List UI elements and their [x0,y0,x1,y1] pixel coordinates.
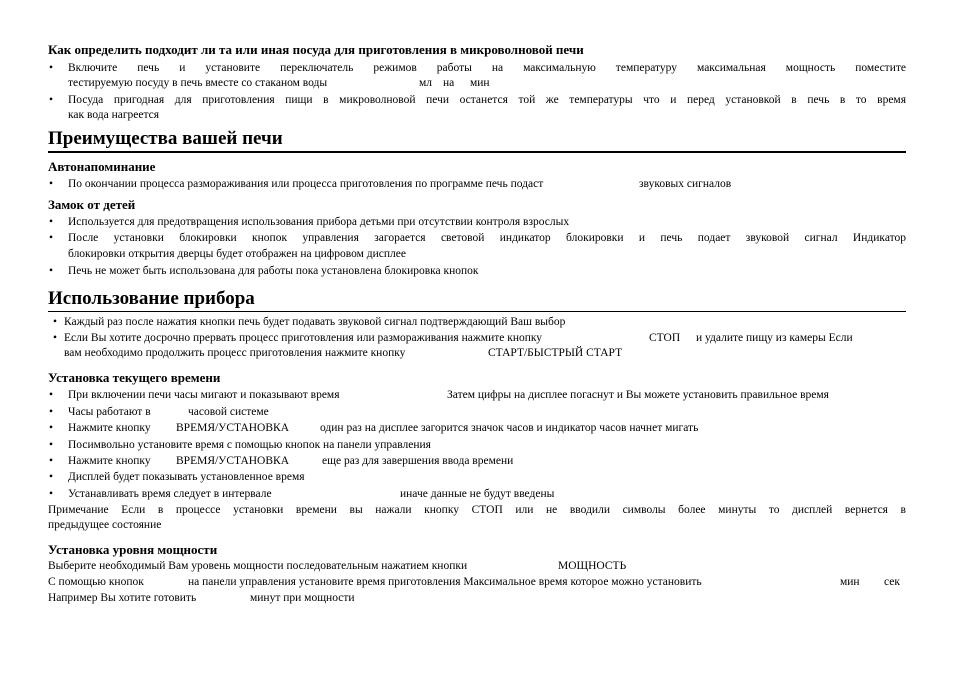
paragraph-line: блокировки открытия дверцы будет отображен на цифровом дисплее [68,248,406,260]
paragraph-line: Печь не может быть использована для работы пока установлена блокировка кнопок [68,265,479,277]
paragraph-fragment: часовой системе [188,406,269,418]
paragraph-line: При включении печи часы мигают и показывают время [68,389,340,401]
paragraph-line: Посуда пригодная для приготовления пищи в микроволновой печи останется той же температуры что и перед установкой в печь в то время [68,94,906,106]
bullet-icon: • [53,316,58,328]
paragraph-fragment: и удалите пищу из камеры Если [696,332,853,344]
paragraph-fragment: еще раз для завершения ввода времени [322,455,514,467]
bullet-icon: • [53,332,58,344]
bullet-icon: • [49,178,54,190]
paragraph-line: как вода нагреется [68,109,160,121]
bullet-icon: • [49,389,54,401]
section-title-usage: Использование прибора [48,288,255,309]
subheading-auto-reminder: Автонапоминание [48,159,156,174]
paragraph-text: С помощью кнопок [48,576,144,588]
paragraph-fragment: мин [840,576,860,588]
bullet-icon: • [49,232,54,244]
paragraph-line: Каждый раз после нажатия кнопки печь будет подавать звуковой сигнал подтверждающий Ваш выбор [64,316,566,328]
bullet-icon: • [49,471,54,483]
paragraph-text: Например Вы хотите готовить [48,592,197,604]
bullet-icon: • [49,406,54,418]
bullet-icon: • [49,216,54,228]
paragraph-line: Часы работают в [68,406,151,418]
paragraph-fragment: СТОП [649,332,681,344]
paragraph-fragment: звуковых сигналов [639,178,732,190]
subheading-power-level: Установка уровня мощности [48,542,218,557]
paragraph-line: Нажмите кнопку [68,422,151,434]
bullet-icon: • [49,422,54,434]
note-text: Примечание Если в процессе установки времени вы нажали кнопку СТОП или не вводили символы более минуты то дисплей вернется в [48,504,906,516]
paragraph-fragment: на [443,77,455,89]
paragraph-fragment: ВРЕМЯ/УСТАНОВКА [176,455,290,467]
section-divider [48,151,906,153]
paragraph-fragment: один раз на дисплее загорится значок часов и индикатор часов начнет мигать [320,422,699,434]
paragraph-text: Выберите необходимый Вам уровень мощности последовательным нажатием кнопки [48,560,468,572]
paragraph-fragment: на панели управления установите время приготовления Максимальное время которое можно установить [188,576,702,588]
paragraph-line: Посимвольно установите время с помощью кнопок на панели управления [68,439,431,451]
bullet-icon: • [49,439,54,451]
paragraph-line: Используется для предотвращения использования прибора детьми при отсутствии контроля взрослых [68,216,570,228]
paragraph-fragment: мин [470,77,490,89]
paragraph-line: тестируемую посуду в печь вместе со стаканом воды [68,77,328,89]
paragraph-line: После установки блокировки кнопок управления загорается световой индикатор блокировки и печь подает звуковой сигнал Индикатор [68,232,906,244]
paragraph-line: Если Вы хотите досрочно прервать процесс приготовления или размораживания нажмите кнопку [64,332,543,344]
paragraph-fragment: МОЩНОСТЬ [558,560,627,572]
paragraph-fragment: СТАРТ/БЫСТРЫЙ СТАРТ [488,347,623,359]
paragraph-fragment: сек [884,576,900,588]
section-divider [48,311,906,312]
paragraph-line: Дисплей будет показывать установленное время [68,471,305,483]
section-heading-cookware-test: Как определить подходит ли та или иная посуда для приготовления в микроволновой печи [48,42,584,57]
section-title-advantages: Преимущества вашей печи [48,128,283,149]
bullet-icon: • [49,265,54,277]
note-text: предыдущее состояние [48,519,162,531]
paragraph-fragment: ВРЕМЯ/УСТАНОВКА [176,422,290,434]
paragraph-line: По окончании процесса размораживания или процесса приготовления по программе печь подаст [68,178,544,190]
paragraph-fragment: мл [419,77,433,89]
paragraph-line: Устанавливать время следует в интервале [68,488,272,500]
bullet-icon: • [49,455,54,467]
paragraph-line: Нажмите кнопку [68,455,151,467]
bullet-icon: • [49,94,54,106]
bullet-icon: • [49,62,54,74]
paragraph-fragment: минут при мощности [250,592,355,604]
paragraph-fragment: иначе данные не будут введены [400,488,555,500]
subheading-child-lock: Замок от детей [48,197,136,212]
paragraph-fragment: Затем цифры на дисплее погаснут и Вы можете установить правильное время [447,389,829,401]
subheading-set-clock: Установка текущего времени [48,370,221,385]
bullet-icon: • [49,488,54,500]
paragraph-line: вам необходимо продолжить процесс приготовления нажмите кнопку [64,347,406,359]
paragraph-line: Включите печь и установите переключатель режимов работы на максимальную температуру максимальная мощность поместите [68,62,906,74]
